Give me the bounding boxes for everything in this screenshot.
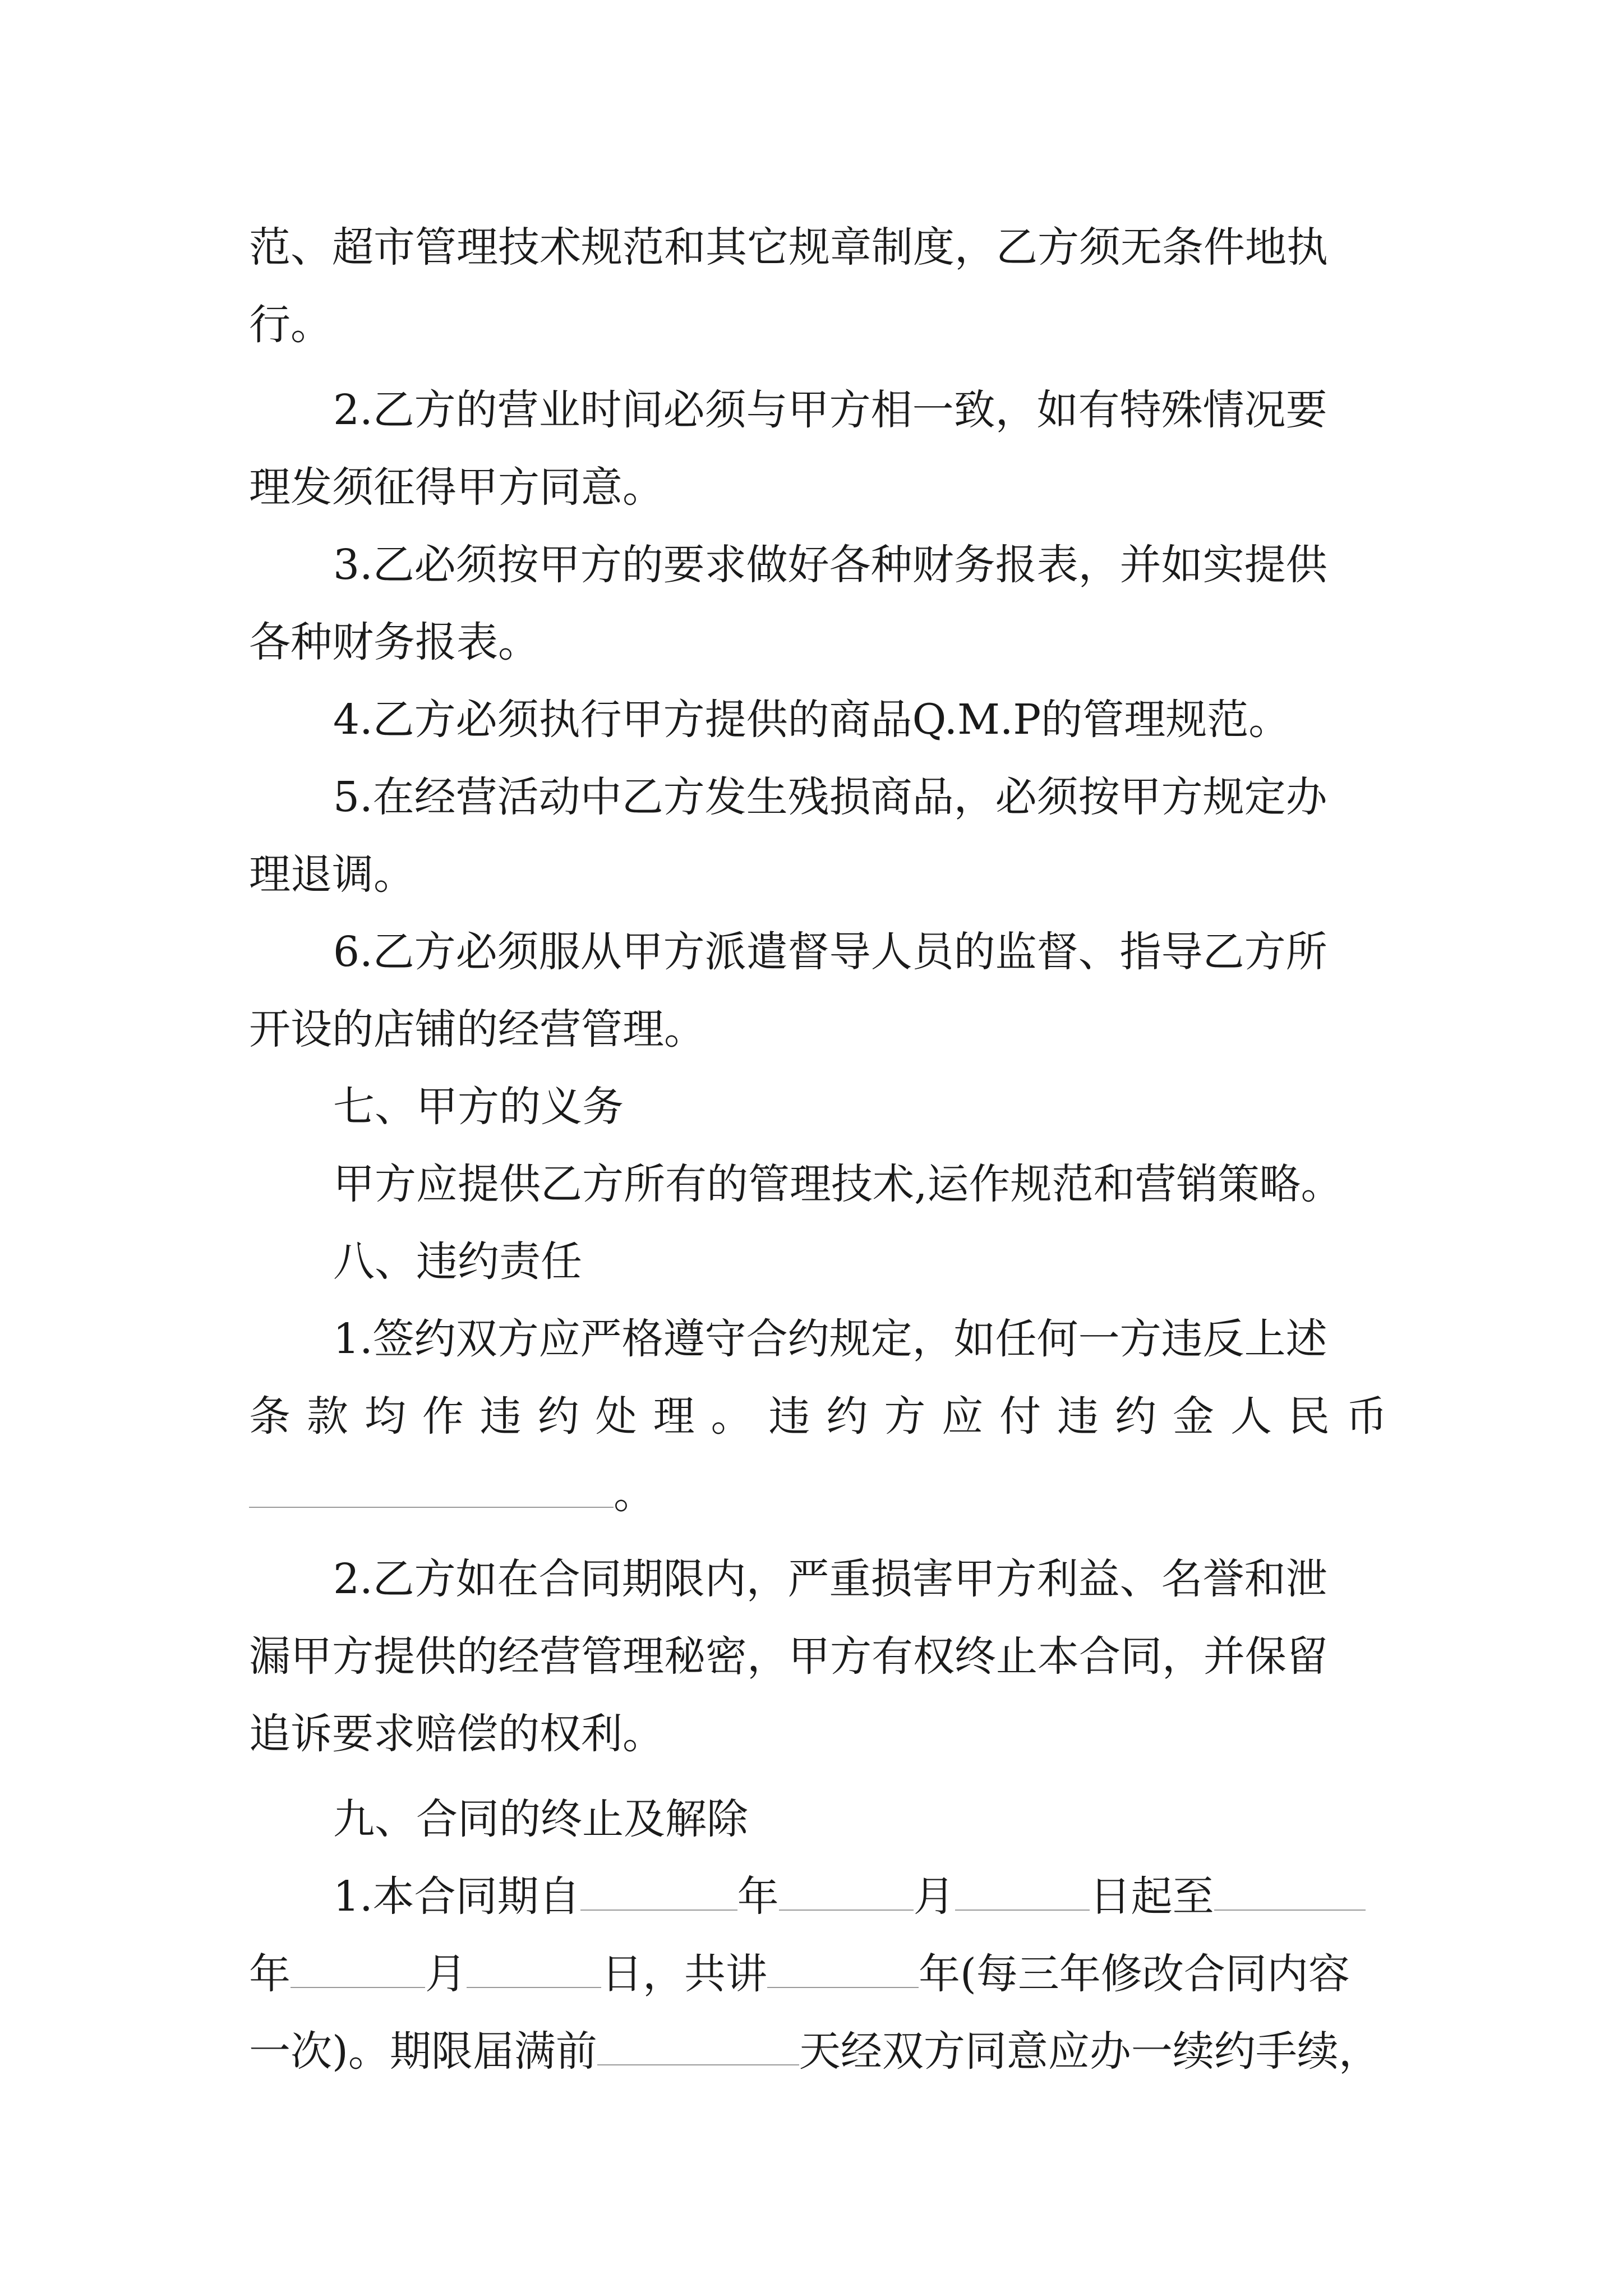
section-heading: 九、合同的终止及解除	[333, 1795, 748, 1843]
paragraph-line: 各种财务报表。	[249, 618, 540, 666]
paragraph-line: 6.乙方必须服从甲方派遣督导人员的监督、指导乙方所	[333, 928, 1327, 976]
paragraph-line: 1.签约双方应严格遵守合约规定，如任何一方违反上述	[333, 1315, 1327, 1363]
char: 币	[1345, 1392, 1387, 1441]
document-body	[249, 209, 1387, 2090]
term-line	[249, 2013, 1387, 2090]
justified-line	[249, 1378, 1387, 1455]
month-blank	[291, 1948, 425, 1988]
char: 方	[884, 1392, 926, 1441]
month-label: 月	[425, 1950, 467, 1998]
period: 。	[614, 1470, 655, 1518]
char: 作	[422, 1392, 464, 1441]
char: 民	[1288, 1392, 1330, 1441]
paragraph-line: 3.乙必须按甲方的要求做好各种财务报表，并如实提供	[333, 541, 1327, 589]
paragraph-line: 范、超市管理技术规范和其它规章制度，乙方须无条件地执	[249, 223, 1328, 272]
char: 违	[1057, 1392, 1099, 1441]
char: 理	[653, 1392, 695, 1441]
char: 约	[826, 1392, 868, 1441]
char: 付	[999, 1392, 1041, 1441]
paragraph-line: 2.乙方如在合同期限内，严重损害甲方利益、名誉和泄	[333, 1555, 1327, 1603]
paragraph-line: 2.乙方的营业时间必须与甲方相一致，如有特殊情况要	[333, 386, 1327, 434]
term-prefix: 1.本合同期自	[333, 1872, 580, 1921]
term-suffix: 天经双方同意应办一续约手续，	[799, 2027, 1380, 2076]
paragraph-line: 5.在经营活动中乙方发生残损商品，必须按甲方规定办	[333, 773, 1327, 821]
paragraph-line: 4.乙方必须执行甲方提供的商品Q.M.P的管理规范。	[333, 696, 1290, 744]
paragraph-line: 漏甲方提供的经营管理秘密，甲方有权终止本合同，并保留	[249, 1632, 1328, 1681]
term-prefix: 一次)。期限届满前	[249, 2027, 597, 2076]
char: 违	[479, 1392, 522, 1441]
char: 处	[595, 1392, 637, 1441]
term-line	[249, 1858, 1387, 1935]
paragraph-line: 甲方应提供乙方所有的管理技术,运作规范和营销策略。	[333, 1160, 1343, 1208]
paragraph-line: 开设的店铺的经营管理。	[249, 1005, 706, 1053]
char: 金	[1173, 1392, 1214, 1441]
day-blank	[467, 1948, 601, 1988]
amount-blank	[249, 1467, 614, 1508]
amount-line	[249, 1455, 1387, 1533]
term-suffix: 年(每三年修改合同内容	[919, 1950, 1350, 1998]
end-year-blank	[1214, 1870, 1366, 1911]
char: 均	[364, 1392, 406, 1441]
day-label: 日起至	[1089, 1872, 1214, 1921]
year-label: 年	[737, 1872, 779, 1921]
char: 违	[768, 1392, 810, 1441]
paragraph-line: 追诉要求赔偿的权利。	[249, 1710, 664, 1758]
char: 约	[537, 1392, 579, 1441]
year-label: 年	[249, 1950, 291, 1998]
char: 条	[249, 1392, 291, 1441]
year-blank	[580, 1870, 737, 1911]
paragraph-line: 理退调。	[249, 850, 415, 899]
month-label: 月	[913, 1872, 955, 1921]
paragraph-line: 行。	[249, 301, 332, 349]
day-label: 日，共讲	[601, 1950, 767, 1998]
section-heading: 八、违约责任	[333, 1237, 582, 1286]
day-blank	[955, 1870, 1090, 1911]
char: 人	[1230, 1392, 1272, 1441]
paragraph-line: 理发须征得甲方同意。	[249, 463, 664, 512]
char: 约	[1115, 1392, 1157, 1441]
char: 应	[942, 1392, 984, 1441]
term-line	[249, 1935, 1387, 2013]
days-blank	[597, 2025, 799, 2065]
section-heading: 七、甲方的义务	[333, 1083, 624, 1131]
char: 款	[306, 1392, 348, 1441]
month-blank	[779, 1870, 914, 1911]
years-blank	[767, 1948, 919, 1988]
char: 。	[711, 1392, 753, 1441]
